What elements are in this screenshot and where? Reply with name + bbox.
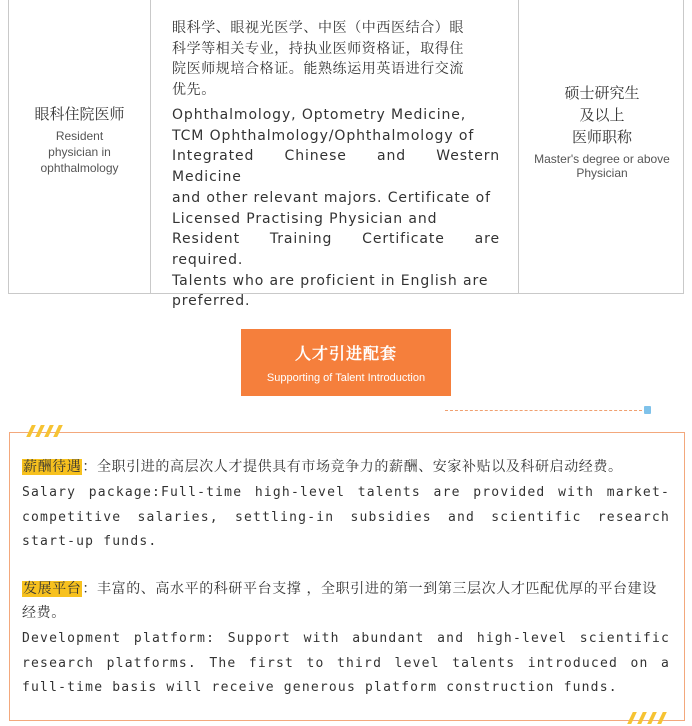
benefit-salary (22, 455, 670, 555)
degree-cn (519, 82, 685, 148)
position-en-line: Resident (55, 129, 104, 143)
requirements-cn-line: 院医师规培合格证。能熟练运用英语进行交流 (172, 61, 464, 77)
requirements-cn-line: 科学等相关专业，持执业医师资格证，取得住 (172, 40, 464, 57)
benefit-cn-text: ：丰富的、高水平的科研平台支撑 ，全职引进的第一到第三层次人才匹配优厚的平台建设经费。 (22, 581, 657, 621)
requirements-en-line: Integrated Chinese and Western Medicine (172, 148, 500, 186)
requirements-cn-line: 优先。 (172, 81, 216, 98)
benefit-label: 发展平台 (23, 581, 82, 597)
requirements-en-line: preferred. (172, 293, 251, 310)
section-banner (241, 329, 451, 396)
benefit-en-text: Salary package:Full-time high-level talents are provided with market-competitive salaries, settling-in subsidies and scientific research start-up funds. (22, 485, 670, 549)
decorative-dot (644, 406, 651, 414)
benefit-cn (22, 455, 670, 479)
degree-cn-line: 硕士研究生 (564, 84, 640, 102)
benefit-cn (22, 577, 670, 625)
degree-en-line: Master's degree or above (534, 152, 670, 166)
position-title-en (9, 128, 150, 176)
degree-en-line: Physician (576, 166, 628, 180)
position-en-line: physician in (48, 145, 111, 159)
requirements-en-line: Talents who are proficient in English are (172, 272, 489, 289)
benefit-en-text: Development platform: Support with abundant and high-level scientific research platforms. The first to third level talents introduced on a full-time basis will receive generous platform construction funds. (22, 631, 670, 695)
banner-title: 人才引进配套 (294, 344, 397, 363)
requirements-en-line: Resident Training Certificate are required. (172, 231, 500, 268)
degree-cn-line: 及以上 (579, 106, 625, 124)
benefit-cn-text: ：全职引进的高层次人才提供具有市场竞争力的薪酬、安家补贴以及科研启动经费。 (82, 459, 623, 475)
requirements-en-line: Ophthalmology, Optometry Medicine, (172, 107, 467, 123)
position-en-line: ophthalmology (40, 161, 119, 175)
decorative-stripes (626, 712, 670, 724)
decorative-stripes (25, 425, 65, 437)
requirements-cell (172, 18, 500, 312)
requirements-en-line: and other relevant majors. Certificate of (172, 189, 491, 206)
benefit-label: 薪酬待遇 (23, 459, 82, 475)
benefit-platform (22, 577, 670, 701)
degree-en (519, 152, 685, 180)
decorative-dashed-line (445, 410, 642, 411)
job-table (8, 0, 684, 310)
requirements-en-line: TCM Ophthalmology/Ophthalmology of (172, 127, 475, 144)
requirements-en (172, 105, 500, 312)
requirements-cn (172, 18, 500, 100)
degree-cn-line: 医师职称 (571, 128, 632, 146)
degree-cell (519, 82, 685, 180)
requirements-en-line: Licensed Practising Physician and (172, 210, 438, 227)
banner-subtitle: Supporting of Talent Introduction (266, 372, 426, 384)
requirements-cn-line: 眼科学、眼视光医学、中医（中西医结合）眼 (172, 20, 464, 36)
table-divider (150, 0, 151, 293)
position-cell (9, 104, 150, 176)
position-title-cn: 眼科住院医师 (34, 105, 125, 123)
